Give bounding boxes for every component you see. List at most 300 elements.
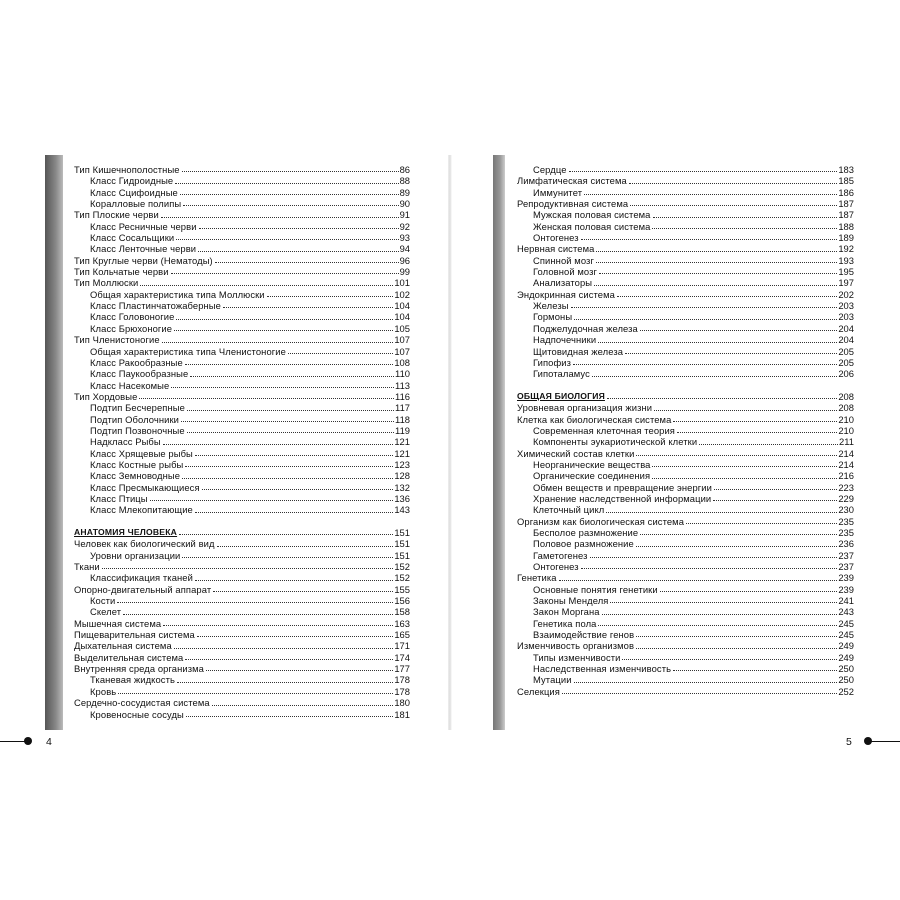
toc-dot-leader [610, 602, 837, 603]
toc-dot-leader [574, 682, 838, 683]
toc-entry[interactable] [517, 198, 854, 209]
toc-dot-leader [573, 364, 837, 365]
toc-entry[interactable] [74, 380, 410, 391]
toc-entry[interactable] [74, 209, 410, 220]
toc-entry[interactable] [74, 255, 410, 266]
toc-entry[interactable] [74, 697, 410, 708]
toc-dot-leader [640, 534, 837, 535]
toc-entry[interactable] [517, 300, 854, 311]
toc-entry[interactable] [517, 232, 854, 243]
toc-entry-title: Лимфатическая система [517, 175, 627, 187]
toc-entry[interactable] [74, 334, 410, 345]
toc-entry[interactable] [74, 266, 410, 277]
toc-entry-page-number: 230 [838, 504, 854, 516]
toc-dot-leader [179, 534, 393, 535]
toc-entry-title: Поджелудочная железа [533, 322, 638, 334]
toc-entry-title: Скелет [90, 606, 122, 618]
toc-entry-title: Бесполое размножение [533, 527, 639, 538]
toc-entry-page-number: 152 [394, 572, 410, 584]
toc-entry[interactable] [517, 652, 854, 663]
toc-dot-leader [163, 444, 394, 445]
toc-entry-title: Изменчивость организмов [517, 640, 635, 652]
toc-dot-leader [162, 342, 394, 343]
toc-entry-page-number: 105 [394, 322, 410, 334]
toc-entry[interactable] [517, 550, 854, 561]
toc-entry[interactable] [74, 448, 410, 459]
toc-entry-title: Клеточный цикл [533, 504, 605, 516]
left-page-number: 4 [46, 736, 52, 748]
toc-entry-page-number: 165 [394, 629, 410, 641]
toc-entry-page-number: 204 [838, 322, 854, 334]
toc-entry[interactable] [517, 266, 854, 277]
toc-entry-title: Кровь [90, 685, 117, 697]
toc-entry[interactable] [74, 606, 410, 617]
toc-dot-leader [186, 716, 393, 717]
toc-entry-page-number: 239 [838, 572, 854, 584]
toc-entry-page-number: 113 [395, 379, 410, 391]
toc-entry-title: Организм как биологическая система [517, 515, 685, 527]
toc-dot-leader [714, 489, 837, 490]
toc-entry[interactable] [517, 402, 854, 413]
toc-entry[interactable] [517, 504, 854, 515]
toc-entry[interactable] [517, 606, 854, 617]
toc-section-heading[interactable] [517, 391, 854, 402]
toc-entry-title: Тип Моллюски [74, 277, 139, 289]
toc-entry[interactable] [74, 504, 410, 515]
toc-entry-page-number: 151 [394, 527, 410, 538]
toc-entry-page-number: 110 [395, 368, 410, 380]
toc-entry-page-number: 151 [394, 549, 410, 561]
toc-entry[interactable] [517, 221, 854, 232]
toc-dot-leader [118, 693, 393, 694]
toc-entry-title: Уровни организации [90, 549, 181, 561]
toc-spacer [517, 380, 854, 391]
toc-entry-title: Общая характеристика типа Членистоногие [90, 345, 286, 357]
toc-entry[interactable] [517, 470, 854, 481]
toc-entry[interactable] [74, 368, 410, 379]
toc-entry[interactable] [517, 323, 854, 334]
toc-dot-leader [598, 342, 837, 343]
toc-entry[interactable] [74, 187, 410, 198]
toc-entry-title: Класс Пластинчатожаберные [90, 300, 221, 312]
toc-dot-leader [636, 455, 837, 456]
toc-entry-page-number: 205 [838, 356, 854, 368]
toc-entry[interactable] [517, 516, 854, 527]
toc-entry-page-number: 90 [399, 198, 410, 210]
toc-entry[interactable] [74, 595, 410, 606]
toc-entry-page-number: 223 [838, 481, 854, 493]
toc-entry-title: Тип Плоские черви [74, 209, 159, 221]
toc-entry[interactable] [517, 357, 854, 368]
toc-dot-leader [562, 693, 837, 694]
toc-dot-leader [174, 648, 394, 649]
toc-entry-title: Обмен веществ и превращение энергии [533, 481, 712, 493]
toc-dot-leader [686, 523, 837, 524]
toc-dot-leader [673, 670, 837, 671]
toc-dot-leader [594, 285, 837, 286]
toc-entry[interactable] [74, 538, 410, 549]
toc-dot-leader [636, 636, 837, 637]
toc-entry[interactable] [517, 618, 854, 629]
toc-entry[interactable] [517, 595, 854, 606]
toc-dot-leader [182, 557, 393, 558]
toc-entry-page-number: 189 [838, 232, 854, 244]
toc-entry[interactable] [74, 470, 410, 481]
toc-entry-title: Головной мозг [533, 266, 598, 278]
toc-entry-title: Тип Круглые черви (Нематоды) [74, 254, 213, 266]
toc-entry-page-number: 116 [395, 390, 410, 402]
toc-entry-title: Надкласс Рыбы [90, 436, 161, 448]
toc-entry[interactable] [74, 709, 410, 720]
toc-entry[interactable] [517, 277, 854, 288]
toc-dot-leader [630, 205, 837, 206]
toc-entry[interactable] [517, 527, 854, 538]
toc-entry[interactable] [517, 414, 854, 425]
toc-entry[interactable] [74, 618, 410, 629]
toc-spacer [74, 516, 410, 527]
toc-entry[interactable] [517, 640, 854, 651]
toc-entry-page-number: 94 [399, 243, 410, 255]
toc-entry-page-number: 136 [394, 492, 410, 504]
toc-entry-title: Основные понятия генетики [533, 583, 658, 595]
toc-entry-title: Закон Моргана [533, 606, 600, 618]
toc-entry[interactable] [517, 686, 854, 697]
toc-entry-page-number: 187 [838, 198, 854, 210]
toc-entry-title: Гормоны [533, 311, 573, 323]
toc-dot-leader [636, 546, 838, 547]
toc-entry-title: Половое размножение [533, 538, 634, 550]
left-page-edge-shadow [45, 155, 63, 730]
toc-entry-title: Нервная система [517, 243, 595, 255]
toc-entry-page-number: 171 [394, 640, 410, 652]
toc-dot-leader [596, 262, 837, 263]
toc-entry[interactable] [74, 221, 410, 232]
toc-entry-page-number: 117 [395, 402, 410, 414]
toc-dot-leader [223, 307, 393, 308]
toc-entry[interactable] [517, 425, 854, 436]
toc-dot-leader [625, 353, 837, 354]
toc-entry-page-number: 107 [394, 345, 410, 357]
toc-entry[interactable] [74, 425, 410, 436]
toc-entry[interactable] [74, 572, 410, 583]
toc-entry-page-number: 237 [838, 549, 854, 561]
toc-entry[interactable] [517, 459, 854, 470]
toc-entry-title: Онтогенез [533, 232, 579, 244]
toc-dot-leader [195, 580, 393, 581]
toc-entry-title: Онтогенез [533, 561, 579, 573]
toc-entry-page-number: 155 [394, 583, 410, 595]
toc-entry-page-number: 249 [838, 640, 854, 652]
toc-entry-page-number: 93 [399, 232, 410, 244]
toc-dot-leader [677, 432, 837, 433]
toc-entry[interactable] [74, 640, 410, 651]
toc-entry-page-number: 96 [399, 254, 410, 266]
toc-entry[interactable] [517, 482, 854, 493]
toc-entry-title: Внутренняя среда организма [74, 663, 204, 675]
toc-entry[interactable] [517, 436, 854, 447]
toc-entry-title: Химический состав клетки [517, 447, 635, 459]
toc-dot-leader [596, 251, 837, 252]
toc-entry-page-number: 236 [838, 538, 854, 550]
toc-entry-page-number: 229 [838, 492, 854, 504]
toc-entry[interactable] [517, 584, 854, 595]
toc-entry-page-number: 183 [838, 164, 854, 175]
toc-entry[interactable] [74, 459, 410, 470]
toc-dot-leader [190, 376, 394, 377]
toc-entry-title: Классификация тканей [90, 572, 193, 584]
toc-entry-title: Класс Земноводные [90, 470, 181, 482]
toc-entry-page-number: 211 [839, 436, 854, 448]
toc-dot-leader [599, 273, 837, 274]
toc-dot-leader [652, 466, 837, 467]
toc-entry[interactable] [517, 368, 854, 379]
toc-entry-title: Ткани [74, 561, 100, 573]
toc-entry[interactable] [74, 357, 410, 368]
toc-entry-title: Тип Членистоногие [74, 334, 160, 346]
toc-entry-page-number: 243 [838, 606, 854, 618]
toc-entry-title: Кровеносные сосуды [90, 708, 184, 720]
toc-dot-leader [185, 364, 394, 365]
toc-entry[interactable] [74, 561, 410, 572]
toc-entry-title: Генетика пола [533, 617, 597, 629]
toc-entry-title: Клетка как биологическая система [517, 413, 672, 425]
toc-entry-title: Современная клеточная теория [533, 424, 675, 436]
toc-entry[interactable] [517, 334, 854, 345]
toc-dot-leader [592, 376, 837, 377]
toc-entry-page-number: 214 [838, 447, 854, 459]
toc-entry-page-number: 235 [838, 527, 854, 538]
toc-dot-leader [607, 398, 837, 399]
toc-entry-page-number: 241 [838, 595, 854, 607]
toc-entry[interactable] [74, 243, 410, 254]
toc-entry-page-number: 193 [838, 254, 854, 266]
toc-entry-page-number: 121 [394, 436, 410, 448]
toc-entry-page-number: 197 [838, 277, 854, 289]
toc-entry-page-number: 123 [394, 458, 410, 470]
toc-entry[interactable] [74, 550, 410, 561]
toc-dot-leader [217, 546, 394, 547]
toc-entry-title: Взаимодействие генов [533, 629, 635, 641]
toc-entry[interactable] [74, 414, 410, 425]
toc-entry-page-number: 249 [838, 651, 854, 663]
toc-entry-title: Тип Кольчатые черви [74, 266, 169, 278]
toc-entry-title: Гипофиз [533, 356, 572, 368]
toc-entry-title: Уровневая организация жизни [517, 402, 653, 414]
toc-dot-leader [629, 183, 837, 184]
toc-entry-page-number: 181 [394, 708, 410, 720]
right-page-number: 5 [846, 736, 852, 748]
toc-entry[interactable] [517, 629, 854, 640]
toc-entry[interactable] [517, 311, 854, 322]
toc-entry-page-number: 121 [394, 447, 410, 459]
toc-entry-title: Кости [90, 595, 116, 607]
toc-entry[interactable] [517, 493, 854, 504]
toc-entry[interactable] [517, 209, 854, 220]
toc-entry-page-number: 86 [399, 164, 410, 175]
toc-entry-page-number: 202 [838, 288, 854, 300]
toc-dot-leader [212, 705, 394, 706]
toc-section-heading[interactable] [74, 527, 410, 538]
toc-entry[interactable] [74, 289, 410, 300]
toc-dot-leader [171, 387, 394, 388]
toc-entry[interactable] [74, 164, 410, 175]
toc-entry-title: Общая характеристика типа Моллюски [90, 288, 265, 300]
toc-entry-page-number: 104 [394, 311, 410, 323]
toc-entry-title: Эндокринная система [517, 288, 615, 300]
toc-entry-title: Класс Ресничные черви [90, 220, 197, 232]
toc-dot-leader [195, 455, 393, 456]
toc-entry-page-number: 178 [394, 674, 410, 686]
right-page-table-of-contents [517, 164, 854, 697]
toc-dot-leader [181, 421, 394, 422]
toc-entry-page-number: 252 [838, 685, 854, 697]
toc-entry-page-number: 132 [394, 481, 410, 493]
toc-dot-leader [559, 580, 838, 581]
toc-entry-page-number: 178 [394, 685, 410, 697]
toc-dot-leader [183, 205, 398, 206]
right-page-edge-shadow [493, 155, 505, 730]
toc-entry[interactable] [517, 561, 854, 572]
toc-entry-page-number: 180 [394, 697, 410, 709]
toc-entry[interactable] [74, 311, 410, 322]
toc-entry[interactable] [74, 300, 410, 311]
toc-entry[interactable] [74, 402, 410, 413]
toc-dot-leader [187, 410, 394, 411]
toc-entry[interactable] [517, 448, 854, 459]
toc-entry-page-number: 91 [399, 209, 410, 221]
toc-entry-page-number: 187 [838, 209, 854, 221]
toc-entry[interactable] [74, 232, 410, 243]
toc-entry[interactable] [74, 175, 410, 186]
toc-dot-leader [102, 568, 394, 569]
toc-entry-page-number: 237 [838, 561, 854, 573]
toc-entry-page-number: 151 [394, 538, 410, 550]
toc-entry-page-number: 250 [838, 663, 854, 675]
toc-entry-title: Пищеварительная система [74, 629, 195, 641]
toc-entry[interactable] [74, 391, 410, 402]
toc-entry-title: Наследственная изменчивость [533, 663, 672, 675]
toc-entry-page-number: 206 [838, 368, 854, 380]
toc-dot-leader [123, 614, 393, 615]
toc-dot-leader [713, 500, 837, 501]
toc-entry[interactable] [517, 164, 854, 175]
toc-entry-page-number: 118 [395, 413, 410, 425]
toc-entry-title: Органические соединения [533, 470, 651, 482]
toc-entry-title: Гаметогенез [533, 549, 588, 561]
toc-entry[interactable] [74, 323, 410, 334]
toc-entry-title: Класс Насекомые [90, 379, 170, 391]
toc-entry-page-number: 92 [399, 220, 410, 232]
toc-entry-page-number: 108 [394, 356, 410, 368]
toc-entry[interactable] [517, 175, 854, 186]
toc-entry-page-number: 119 [395, 424, 410, 436]
toc-entry-title: Класс Гидроидные [90, 175, 174, 187]
toc-entry[interactable] [517, 187, 854, 198]
toc-dot-leader [139, 398, 394, 399]
toc-entry-title: Класс Сцифоидные [90, 186, 178, 198]
toc-entry-title: АНАТОМИЯ ЧЕЛОВЕКА [74, 527, 178, 537]
toc-entry[interactable] [74, 198, 410, 209]
toc-entry-title: Законы Менделя [533, 595, 609, 607]
right-footer-rule [871, 741, 900, 742]
book-spine [448, 155, 452, 730]
toc-entry[interactable] [517, 663, 854, 674]
toc-entry-title: Подтип Позвоночные [90, 424, 185, 436]
toc-entry-title: Класс Костные рыбы [90, 458, 184, 470]
toc-entry[interactable] [74, 277, 410, 288]
toc-entry-page-number: 163 [394, 617, 410, 629]
toc-entry-title: Подтип Оболочники [90, 413, 180, 425]
toc-dot-leader [182, 171, 399, 172]
toc-entry-title: Класс Млекопитающие [90, 504, 193, 516]
toc-entry[interactable] [74, 663, 410, 674]
toc-entry-title: Класс Головоногие [90, 311, 175, 323]
toc-entry-title: Подтип Бесчерепные [90, 402, 185, 414]
toc-entry-page-number: 89 [399, 186, 410, 198]
toc-entry-page-number: 192 [838, 243, 854, 255]
toc-entry-title: Класс Птицы [90, 492, 148, 504]
left-page-table-of-contents [74, 164, 410, 720]
toc-entry[interactable] [517, 572, 854, 583]
toc-dot-leader [187, 432, 394, 433]
toc-entry[interactable] [74, 493, 410, 504]
toc-entry-page-number: 158 [394, 606, 410, 618]
toc-entry-title: Щитовидная железа [533, 345, 624, 357]
toc-entry[interactable] [517, 538, 854, 549]
toc-dot-leader [206, 670, 393, 671]
toc-entry[interactable] [74, 674, 410, 685]
toc-entry[interactable] [74, 686, 410, 697]
toc-entry[interactable] [74, 652, 410, 663]
toc-entry-title: Класс Ленточные черви [90, 243, 197, 255]
toc-dot-leader [602, 614, 838, 615]
toc-entry-title: Иммунитет [533, 186, 583, 198]
toc-entry[interactable] [74, 482, 410, 493]
toc-dot-leader [195, 512, 393, 513]
toc-entry-title: Дыхательная система [74, 640, 172, 652]
toc-entry[interactable] [74, 584, 410, 595]
toc-entry[interactable] [517, 289, 854, 300]
toc-dot-leader [176, 239, 398, 240]
toc-entry-title: Опорно-двигательный аппарат [74, 583, 212, 595]
toc-entry-title: Гипоталамус [533, 368, 590, 380]
toc-entry[interactable] [517, 346, 854, 357]
toc-dot-leader [199, 228, 399, 229]
toc-dot-leader [569, 171, 838, 172]
toc-entry[interactable] [517, 255, 854, 266]
toc-dot-leader [185, 466, 393, 467]
toc-entry[interactable] [74, 346, 410, 357]
toc-entry-title: Железы [533, 300, 569, 312]
toc-entry-page-number: 210 [838, 424, 854, 436]
toc-entry-title: Класс Сосальщики [90, 232, 175, 244]
toc-dot-leader [584, 194, 837, 195]
toc-entry-title: Надпочечники [533, 334, 597, 346]
toc-entry[interactable] [517, 674, 854, 685]
toc-dot-leader [652, 478, 837, 479]
toc-entry-title: Репродуктивная система [517, 198, 629, 210]
toc-entry[interactable] [74, 629, 410, 640]
toc-entry[interactable] [74, 436, 410, 447]
toc-entry-title: Хранение наследственной информации [533, 492, 712, 504]
toc-dot-leader [653, 217, 838, 218]
toc-entry[interactable] [517, 243, 854, 254]
toc-entry-page-number: 143 [394, 504, 410, 516]
toc-entry-page-number: 188 [838, 220, 854, 232]
toc-entry-title: Выделительная система [74, 651, 184, 663]
toc-dot-leader [174, 330, 393, 331]
toc-entry-title: Анализаторы [533, 277, 593, 289]
